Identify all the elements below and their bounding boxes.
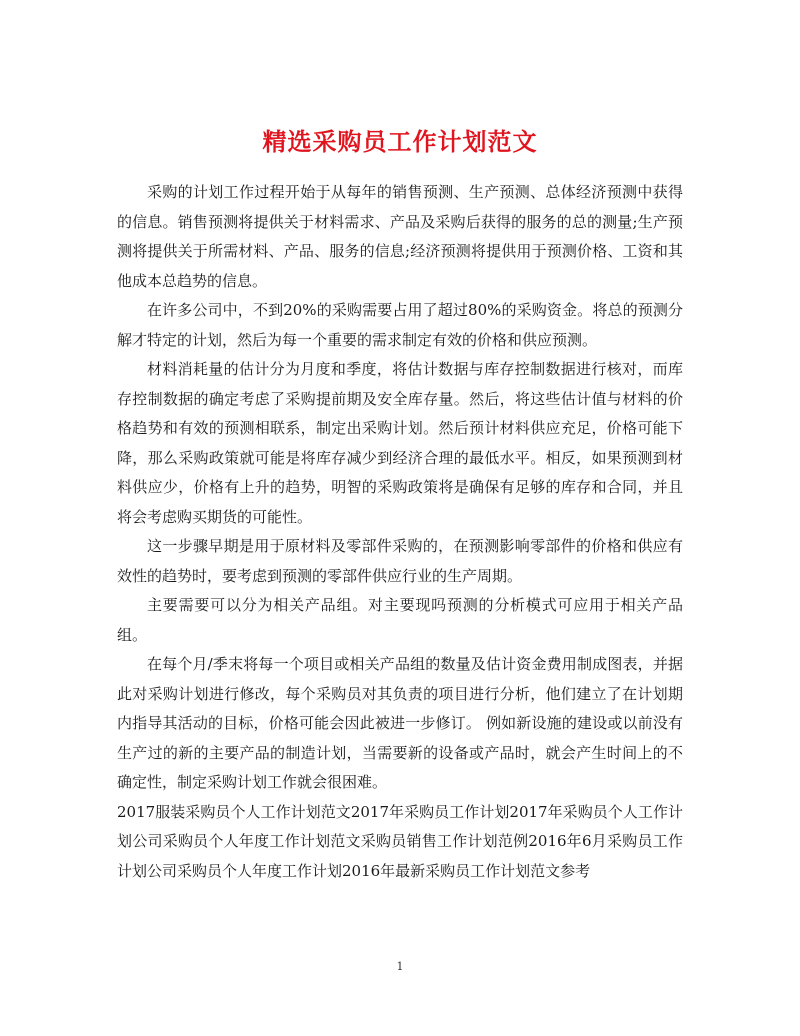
document-title: 精选采购员工作计划范文: [262, 127, 538, 157]
related-articles-text: 2017服装采购员个人工作计划范文2017年采购员工作计划2017年采购员个人工作计划公司采购员个人年度工作计划范文采购员销售工作计划范例2016年6月采购员工作计划公司采购员个人年度工作计划2016年最新采购员工作计划范文参考: [117, 802, 683, 880]
paragraph-monthly-review: 在每个月/季末将每一个项目或相关产品组的数量及估计资金费用制成图表，并据此对采购计划进行修改，每个采购员对其负责的项目进行分析，他们建立了在计划期内指导其活动的目标，价格可能会因此被进一步修订。 例如新设施的建设或以前没有生产过的新的主要产品的制造计划，当需要新的设备或产品时，就会产生时间上的不确定性，制定采购计划工作就会很困难。: [117, 655, 683, 791]
paragraph-planning-process: 采购的计划工作过程开始于从每年的销售预测、生产预测、总体经济预测中获得的信息。销售预测将提供关于材料需求、产品及采购后获得的服务的总的测量;生产预测将提供关于所需材料、产品、服务的信息;经济预测将提供用于预测价格、工资和其他成本总趋势的信息。: [117, 183, 683, 290]
page-number: 1: [396, 960, 404, 973]
paragraph-product-groups: 主要需要可以分为相关产品组。对主要现吗预测的分析模式可应用于相关产品组。: [117, 596, 683, 644]
document-body: [117, 178, 683, 886]
paragraph-consumption-estimate: 材料消耗量的估计分为月度和季度，将估计数据与库存控制数据进行核对，而库存控制数据的确定考虑了采购提前期及安全库存量。然后，将这些估计值与材料的价格趋势和有效的预测相联系，制定出采购计划。然后预计材料供应充足，价格可能下降，那么采购政策就可能是将库存减少到经济合理的最低水平。相反，如果预测到材料供应少，价格有上升的趋势，明智的采购政策将是确保有足够的库存和合同，并且将会考虑购买期货的可能性。: [117, 360, 683, 526]
paragraph-production-cycle: 这一步骤早期是用于原材料及零部件采购的，在预测影响零部件的价格和供应有效性的趋势时，要考虑到预测的零部件供应行业的生产周期。: [117, 537, 683, 585]
paragraph-pareto-spending: 在许多公司中，不到20%的采购需要占用了超过80%的采购资金。将总的预测分解才特定的计划，然后为每一个重要的需求制定有效的价格和供应预测。: [117, 301, 683, 349]
